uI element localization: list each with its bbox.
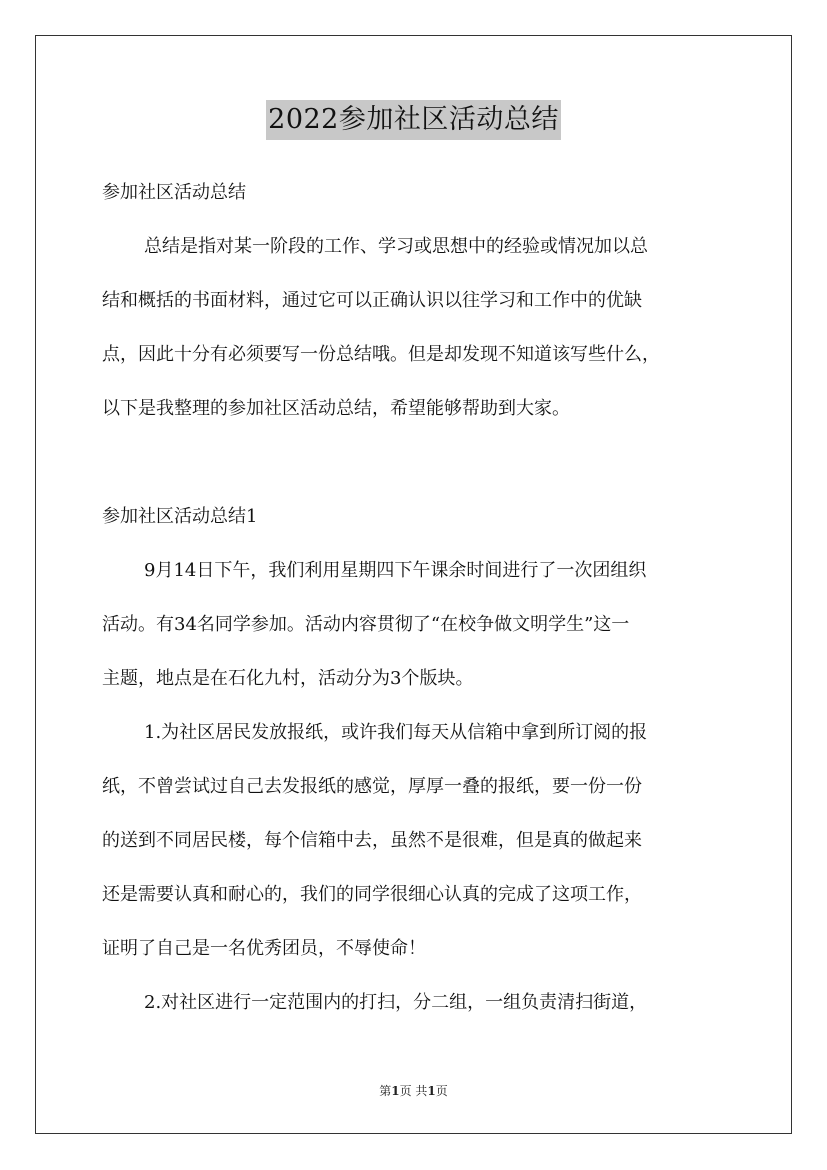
page-number: 1 <box>391 1084 400 1098</box>
para2-line: 证明了自己是一名优秀团员，不辱使命！ <box>102 938 426 959</box>
para1-line: 9月14日下午，我们利用星期四下午课余时间进行了一次团组织 <box>144 560 647 581</box>
intro-line: 点，因此十分有必须要写一份总结哦。但是却发现不知道该写些什么， <box>102 344 660 365</box>
page-total: 1 <box>427 1084 436 1098</box>
para2-line: 1.为社区居民发放报纸，或许我们每天从信箱中拿到所订阅的报 <box>144 722 648 743</box>
para1-line: 活动。有34名同学参加。活动内容贯彻了“在校争做文明学生”这一 <box>102 614 630 635</box>
para2-line: 还是需要认真和耐心的，我们的同学很细心认真的完成了这项工作， <box>102 884 642 905</box>
page-mid: 页 共 <box>399 1084 428 1098</box>
page-footer <box>0 1082 827 1099</box>
section-heading: 参加社区活动总结1 <box>102 506 258 527</box>
intro-line: 结和概括的书面材料，通过它可以正确认识以往学习和工作中的优缺 <box>102 290 642 311</box>
paragraph-gap <box>102 436 730 490</box>
intro-line: 总结是指对某一阶段的工作、学习或思想中的经验或情况加以总 <box>144 236 648 257</box>
page-suffix: 页 <box>435 1084 448 1098</box>
title-container <box>0 100 827 140</box>
intro-heading: 参加社区活动总结 <box>102 182 246 203</box>
intro-line: 以下是我整理的参加社区活动总结，希望能够帮助到大家。 <box>102 398 570 419</box>
para3-line: 2.对社区进行一定范围内的打扫，分二组，一组负责清扫街道， <box>144 992 648 1013</box>
page-prefix: 第 <box>379 1084 392 1098</box>
document-title: 2022参加社区活动总结 <box>266 100 561 140</box>
para2-line: 纸，不曾尝试过自己去发报纸的感觉，厚厚一叠的报纸，要一份一份 <box>102 776 642 797</box>
para1-line: 主题，地点是在石化九村，活动分为3个版块。 <box>102 668 474 689</box>
para2-line: 的送到不同居民楼，每个信箱中去，虽然不是很难，但是真的做起来 <box>102 830 642 851</box>
document-body <box>102 166 730 1030</box>
